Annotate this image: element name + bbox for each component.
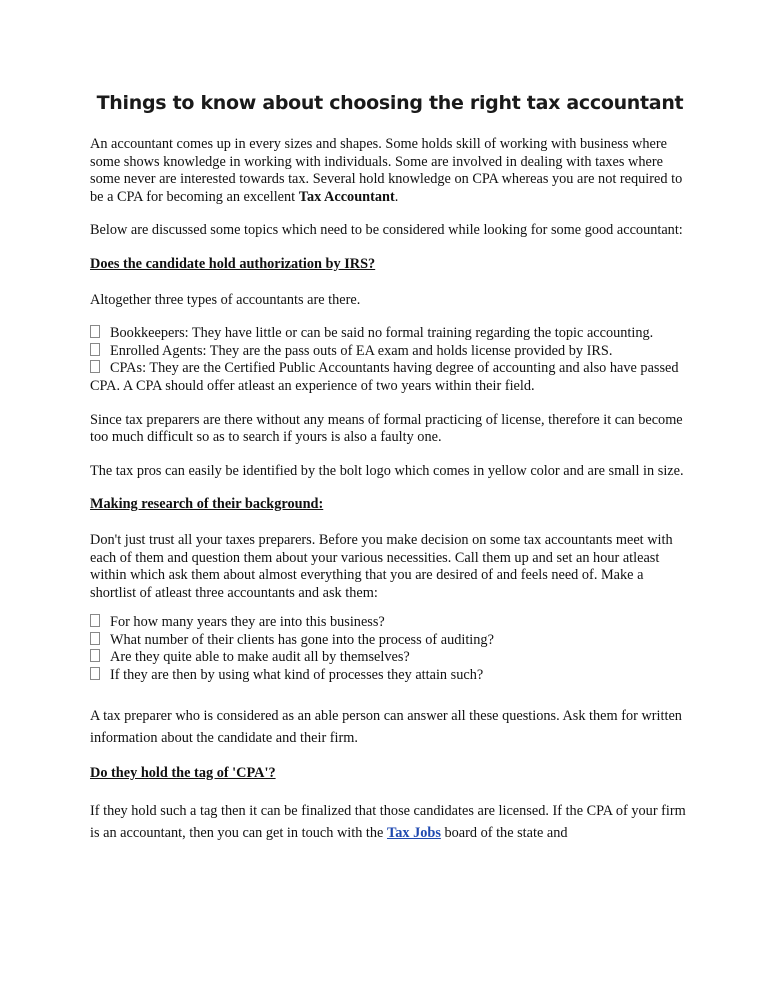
section3-text-before: If they hold such a tag then it can be finalized that those candidates are licensed. If the CPA of your firm is an accountant, then you can get in touch with the xyxy=(90,803,686,842)
section3-text-after: board of the state and xyxy=(440,825,568,842)
section3-paragraph xyxy=(90,800,690,844)
document-page xyxy=(90,88,690,860)
tax-jobs-link[interactable]: Tax Jobs xyxy=(386,825,441,842)
intro-text: An accountant comes up in every sizes and shapes. Some holds skill of working with business where some shows knowledge in working with individuals. Some are involved in dealing with taxes where some never are interested towards tax. Several hold knowledge on CPA whereas you are not required to be a CPA for becoming an excellent xyxy=(90,136,683,205)
section3-heading: Do they hold the tag of 'CPA'? xyxy=(90,764,276,781)
below-paragraph: Below are discussed some topics which need to be considered while looking for some good accountant: xyxy=(90,222,683,239)
bullet-box-icon xyxy=(90,667,100,680)
list-item: For how many years they are into this business? xyxy=(90,614,690,632)
section1-heading: Does the candidate hold authorization by IRS? xyxy=(90,255,376,272)
section2-bullet-list xyxy=(90,614,690,684)
list-item: If they are then by using what kind of processes they attain such? xyxy=(90,667,690,685)
intro-bold-term: Tax Accountant xyxy=(298,188,395,205)
bullet-box-icon xyxy=(90,325,100,338)
section1-bullet-list xyxy=(90,325,690,395)
section1-para2: The tax pros can easily be identified by the bolt logo which comes in yellow color and are small in size. xyxy=(90,462,684,479)
list-item: Enrolled Agents: They are the pass outs of EA exam and holds license provided by IRS. xyxy=(90,343,690,361)
bullet-box-icon xyxy=(90,632,100,645)
intro-paragraph xyxy=(90,136,690,206)
bullet-box-icon xyxy=(90,343,100,356)
list-item: What number of their clients has gone into the process of auditing? xyxy=(90,632,690,650)
section2-closing: A tax preparer who is considered as an able person can answer all these questions. Ask them for written information about the candidate and their firm. xyxy=(90,707,682,746)
intro-end: . xyxy=(394,188,399,205)
bullet-box-icon xyxy=(90,614,100,627)
list-item: Bookkeepers: They have little or can be said no formal training regarding the topic accounting. xyxy=(90,325,690,343)
section1-lead: Altogether three types of accountants are there. xyxy=(90,291,361,308)
list-item: CPAs: They are the Certified Public Accountants having degree of accounting and also have passed CPA. A CPA should offer atleast an experience of two years within their field. xyxy=(90,360,679,394)
page-title: Things to know about choosing the right tax accountant xyxy=(96,92,684,114)
section2-heading: Making research of their background: xyxy=(90,496,324,513)
section1-para1: Since tax preparers are there without any means of formal practicing of license, therefore it can become too much difficult so as to search if yours is also a faulty one. xyxy=(90,411,683,446)
bullet-box-icon xyxy=(90,649,100,662)
list-item: Are they quite able to make audit all by themselves? xyxy=(90,649,690,667)
bullet-box-icon xyxy=(90,360,100,373)
section2-paragraph: Don't just trust all your taxes preparers. Before you make decision on some tax accountants meet with each of them and question them about your various necessities. Call them up and set an hour atleast within which ask them about almost everything that you are desired of and feels need of. Make a shortlist of atleast three accountants and ask them: xyxy=(90,531,673,601)
